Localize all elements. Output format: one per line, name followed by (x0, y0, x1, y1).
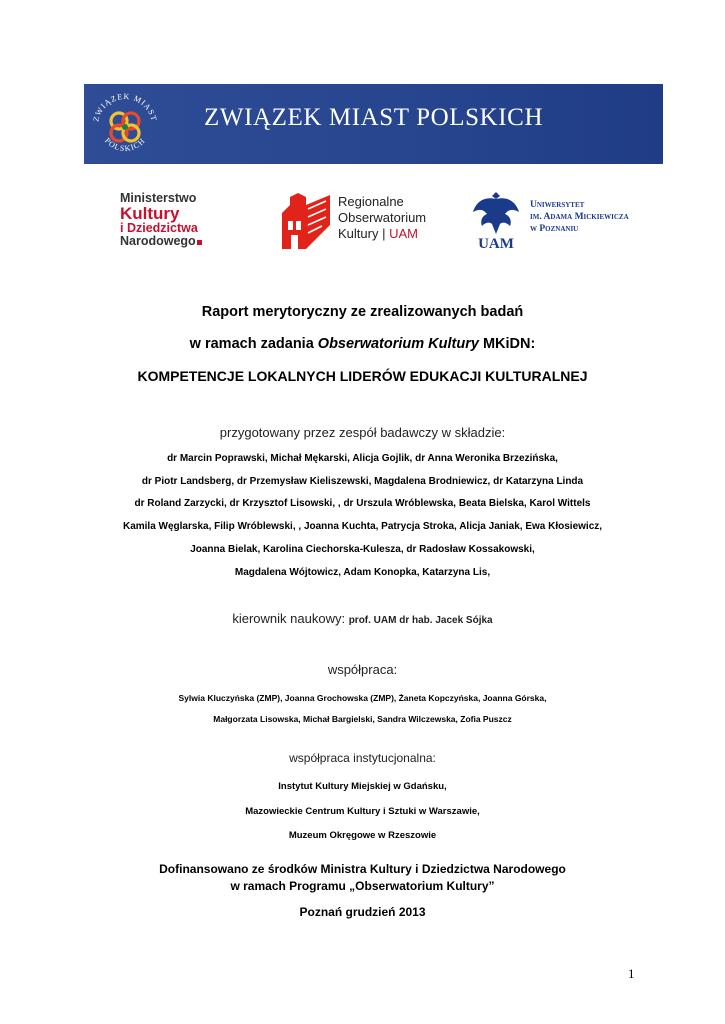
ministry-logo-line2: Kultury (120, 203, 180, 223)
lead-label: kierownik naukowy: (232, 611, 349, 626)
uam-logo-text (530, 200, 629, 236)
banner-title: ZWIĄZEK MIAST POLSKICH (204, 104, 544, 131)
funding-line1: Dofinansowano ze środków Ministra Kultury i Dziedzictwa Narodowego (159, 862, 566, 876)
header-banner (84, 84, 663, 164)
team-line: dr Roland Zarzycki, dr Krzysztof Lisowski, , dr Urszula Wróblewska, Beata Bielska, Karol Wittels (134, 498, 591, 510)
title-line3: KOMPETENCJE LOKALNYCH LIDERÓW EDUKACJI KULTURALNEJ (137, 368, 588, 384)
team-line: dr Marcin Poprawski, Michał Mękarski, Alicja Gojlik, dr Anna Weronika Brzezińska, (167, 453, 558, 464)
ministry-logo (120, 192, 220, 248)
rok-tower-icon (276, 191, 332, 251)
uam-logo-line3: w Poznaniu (530, 223, 579, 234)
cooperation-label: współpraca: (327, 662, 398, 677)
red-dot-icon (197, 240, 202, 245)
title-line2-start: w ramach zadania (189, 336, 318, 352)
cooperation-list (0, 688, 725, 730)
ministry-logo-line3: i Dziedzictwa (120, 221, 198, 236)
lead-name: prof. UAM dr hab. Jacek Sójka (348, 615, 493, 626)
funding-note (0, 861, 725, 895)
team-list (0, 448, 725, 584)
emblem-top-text: ZWIĄZEK MIAST (91, 91, 159, 123)
scientific-lead (0, 611, 725, 626)
team-intro: przygotowany przez zespół badawczy w składzie: (219, 425, 506, 440)
team-line: Joanna Bielak, Karolina Ciechorska-Kulesza, dr Radosław Kossakowski, (190, 543, 535, 555)
rok-logo-line3a: Kultury (338, 225, 379, 241)
team-line: Kamila Węglarska, Filip Wróblewski, , Joanna Kuchta, Patrycja Stroka, Alicja Janiak, Ewa Kłosiewicz, (122, 521, 603, 533)
cooperation-line: Sylwia Kluczyńska (ZMP), Joanna Grochowska (ZMP), Żaneta Kopczyńska, Joanna Górska, (178, 693, 547, 703)
uam-eagle-icon (470, 188, 522, 252)
ministry-logo-line4: Narodowego (120, 233, 196, 248)
city-union-emblem-icon (88, 86, 162, 162)
rok-logo-line1: Regionalne (338, 194, 404, 209)
rok-logo-text: Regionalne Obserwatorium Kultury | UAM (338, 194, 427, 241)
institution-line: Muzeum Okręgowe w Rzeszowie (288, 830, 437, 841)
ministry-logo-line1: Ministerstwo (120, 191, 197, 205)
partner-logos (0, 188, 725, 258)
rok-logo-line3b: UAM (389, 225, 418, 241)
title-line2-italic: Obserwatorium Kultury (317, 336, 479, 352)
institution-line: Instytut Kultury Miejskiej w Gdańsku, (278, 781, 447, 792)
title-line1: Raport merytoryczny ze zrealizowanych badań (201, 304, 524, 320)
page-number: 1 (628, 966, 635, 981)
place-date: Poznań grudzień 2013 (299, 905, 426, 919)
uam-logo-line1: Uniwersytet (530, 200, 585, 210)
cooperation-line: Małgorzata Lisowska, Michał Bargielski, Sandra Wilczewska, Zofia Puszcz (213, 714, 512, 724)
rok-logo-line2: Obserwatorium (338, 209, 427, 225)
institution-line: Mazowieckie Centrum Kultury i Sztuki w Warszawie, (245, 805, 480, 817)
team-line: dr Piotr Landsberg, dr Przemysław Kieliszewski, Magdalena Brodniewicz, dr Katarzyna Linda (141, 475, 584, 487)
funding-line2: w ramach Programu „Obserwatorium Kultury” (230, 879, 495, 893)
institutional-list (0, 775, 725, 849)
institutional-label: współpraca instytucjonalna: (289, 751, 436, 765)
uam-mark: UAM (478, 236, 514, 252)
title-line2-end: MKiDN: (478, 336, 536, 352)
report-title (0, 304, 725, 384)
uam-logo-line2: im. Adama Mickiewicza (530, 211, 629, 222)
team-line: Magdalena Wójtowicz, Adam Konopka, Katarzyna Lis, (234, 566, 491, 578)
emblem-bottom-text: POLSKICH (102, 135, 148, 154)
